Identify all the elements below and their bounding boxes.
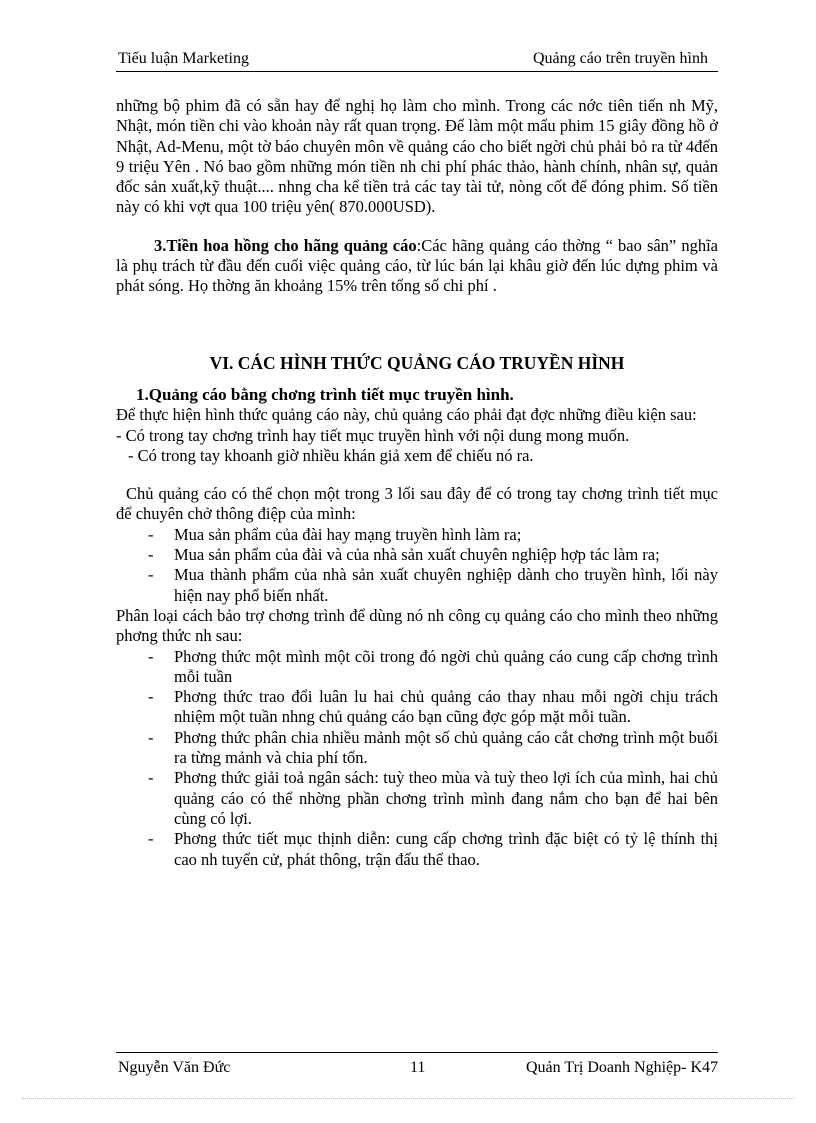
paragraph-conditions: Để thực hiện hình thức quảng cáo này, chủ quảng cáo phải đạt đợc những điều kiện sau: — [116, 405, 697, 425]
commission-text: :Các hãng quảng cáo thờng “ bao sân” nghĩa là phụ trách từ đầu đến cuối việc quảng cáo, từ lúc bán lại khâu giờ đến lúc dựng phim và phát sóng. Họ thờng ăn khoảng 15% trên tổng số chi phí . — [116, 235, 718, 296]
commission-heading: 3.Tiền hoa hồng cho hãng quảng cáo — [154, 235, 417, 255]
list-item: - Phơng thức một mình một cõi trong đó ngời chủ quảng cáo cung cấp chơng trình mỗi tuần — [174, 647, 718, 688]
paragraph-commission — [116, 236, 718, 297]
list-item: - Phơng thức trao đổi luân lu hai chủ quảng cáo thay nhau mỗi ngời chịu trách nhiệm một tuần nhng chủ quảng cáo bạn cũng đợc góp mặt mỗi tuần. — [174, 687, 718, 728]
condition-1: - Có trong tay chơng trình hay tiết mục truyền hình với nội dung mong muốn. — [116, 425, 630, 445]
list-item: - Mua sản phẩm của đài hay mạng truyền hình làm ra; — [174, 525, 718, 545]
condition-2: - Có trong tay khoanh giờ nhiều khán giả xem để chiếu nó ra. — [128, 445, 534, 465]
page-body — [116, 96, 718, 870]
list-item: - Mua thành phẩm của nhà sản xuất chuyên nghiệp dành cho truyền hình, lối này hiện nay phổ biến nhất. — [174, 565, 718, 606]
list-item: - Phơng thức tiết mục thịnh diễn: cung cấp chơng trình đặc biệt có tỷ lệ thính thị cao nh tuyển cử, phát thông, trận đấu thể thao. — [174, 829, 718, 870]
list-item: - Phơng thức phân chia nhiều mảnh một số chủ quảng cáo cắt chơng trình một buổi ra từng mảnh và chia phí tổn. — [174, 728, 718, 769]
header-divider — [116, 71, 718, 72]
paragraph-cost-film: những bộ phim đã có sẵn hay để nghị họ làm cho mình. Trong các nớc tiên tiến nh Mỹ, Nhật, món tiền chi vào khoản này rất quan trọng. Để làm một mẩu phim 15 giây đồng hồ ở Nhật, Ad-Menu, một tờ báo chuyên môn về quảng cáo cho biết ngời chủ phải bỏ ra từ 4đến 9 triệu Yên . Nó bao gồm những món tiền nh chi phí phác thảo, hành chính, nhân sự, quản đốc sản xuất,kỹ thuật.... nhng cha kể tiền trả các tay tài tử, nòng cốt để đóng phim. Số tiền này có khi vợt qua 100 triệu yên( 870.000USD). — [116, 96, 718, 217]
section-title: VI. CÁC HÌNH THỨC QUẢNG CÁO TRUYỀN HÌNH — [209, 352, 625, 373]
page-bottom-border — [22, 1098, 794, 1099]
subsection-title: 1.Quảng cáo bằng chơng trình tiết mục truyền hình. — [136, 384, 514, 404]
header-right: Quảng cáo trên truyền hình — [532, 50, 708, 67]
options-list — [116, 525, 718, 606]
paragraph-sponsorship: Phân loại cách bảo trợ chơng trình để dùng nó nh công cụ quảng cáo cho mình theo những phơng thức nh sau: — [116, 605, 718, 646]
list-item: - Phơng thức giải toả ngân sách: tuỳ theo mùa và tuỳ theo lợi ích của mình, hai chủ quảng cáo có thể nhờng phần chơng trình mình đang nắm cho bạn để hai bên cùng có lợi. — [174, 768, 718, 829]
page-number: 11 — [410, 1059, 426, 1076]
paragraph-choices: Chủ quảng cáo có thể chọn một trong 3 lối sau đây để có trong tay chơng trình tiết mục để chuyên chở thông điệp của mình: — [116, 484, 718, 524]
methods-list — [116, 647, 718, 870]
header-left: Tiểu luận Marketing — [118, 50, 249, 67]
footer-author: Nguyễn Văn Đức — [118, 1059, 231, 1076]
footer-course: Quản Trị Doanh Nghiệp- K47 — [526, 1059, 718, 1076]
list-item: - Mua sản phẩm của đài và của nhà sản xuất chuyên nghiệp hợp tác làm ra; — [174, 545, 718, 565]
footer-divider — [116, 1052, 718, 1053]
